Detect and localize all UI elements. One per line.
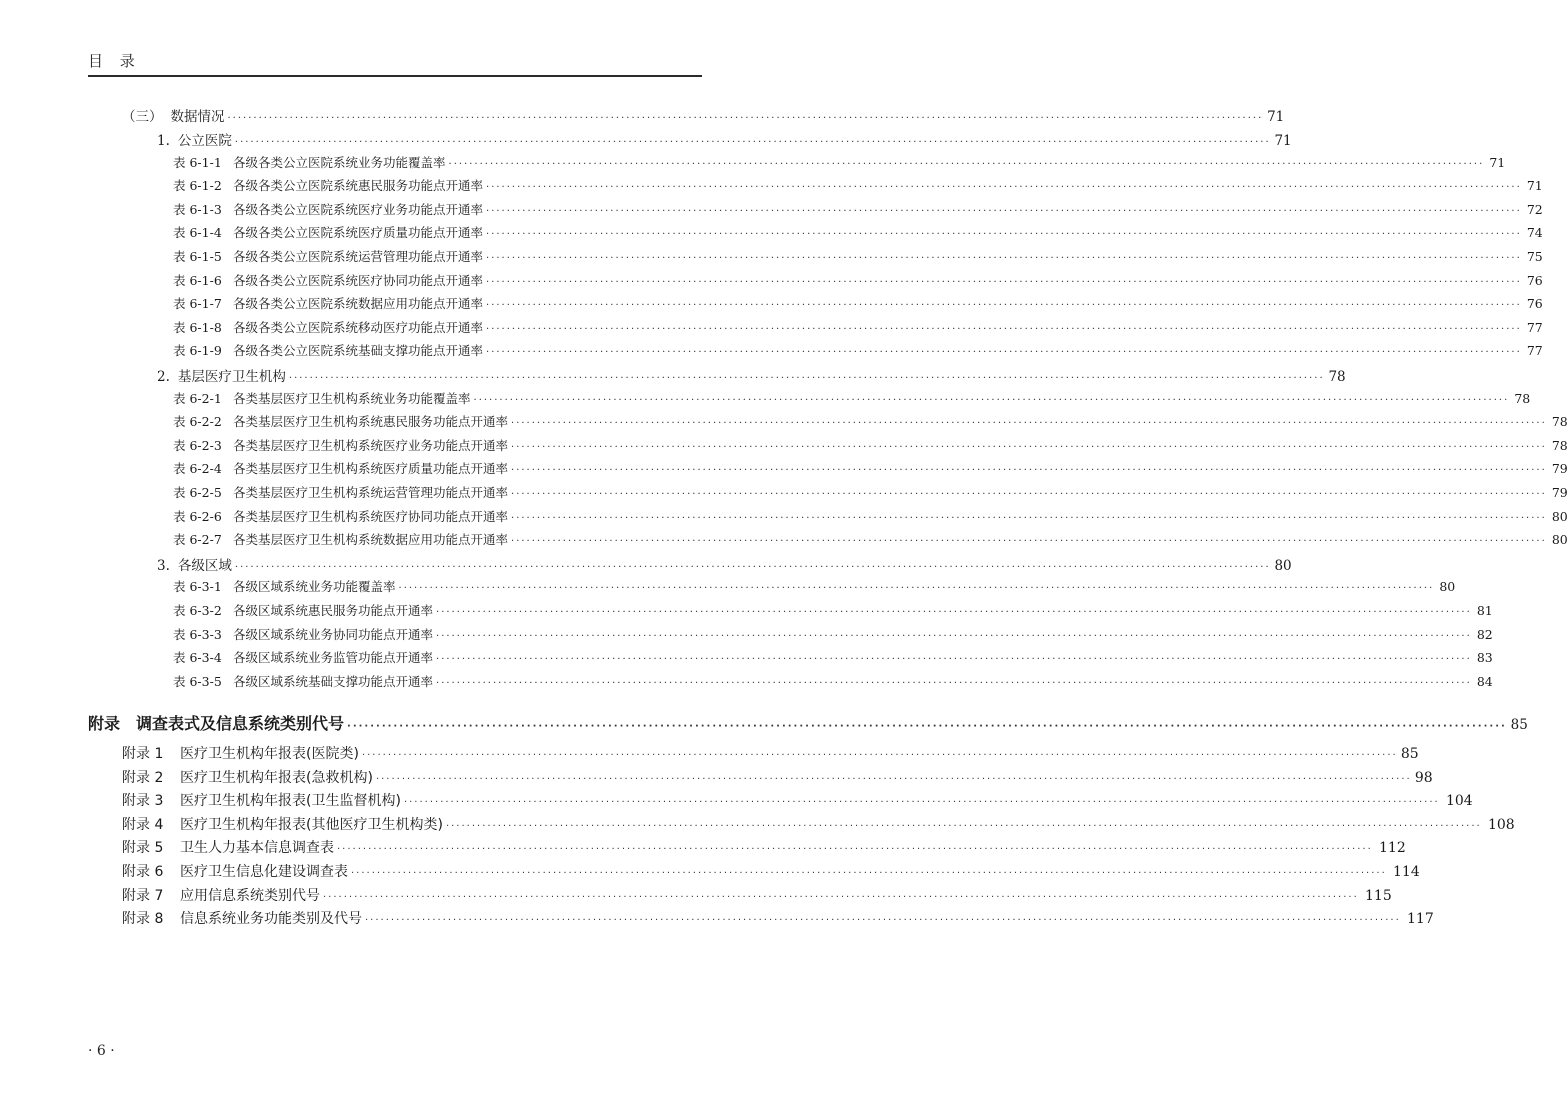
dot-leader: ········································································································································································································ xyxy=(473,394,1510,406)
toc-entry-number: 表 6-1-6 xyxy=(173,272,222,288)
toc-entry-title: 各级区域系统业务功能覆盖率 xyxy=(233,579,396,595)
toc-entry-title: 各类基层医疗卫生机构系统业务功能覆盖率 xyxy=(233,390,471,406)
toc-section-heading[interactable] xyxy=(122,105,1285,125)
toc-entry-title: 医疗卫生机构年报表(其他医疗卫生机构类) xyxy=(180,816,443,833)
toc-entry-title: 各级各类公立医院系统医疗协同功能点开通率 xyxy=(233,272,484,288)
toc-entry-number: 表 6-2-6 xyxy=(173,508,222,524)
toc-entry-number: 表 6-2-3 xyxy=(173,437,222,453)
dot-leader: ········································································································································································································ xyxy=(486,229,1522,241)
toc-table-entry[interactable] xyxy=(173,412,1568,430)
toc-entry-number: 表 6-1-3 xyxy=(173,201,222,217)
toc-entry-number: 表 6-1-2 xyxy=(173,178,222,194)
toc-entry-page: 114 xyxy=(1393,864,1420,880)
toc-table-entry[interactable] xyxy=(173,176,1543,194)
toc-entry-page: 84 xyxy=(1476,673,1493,689)
toc-entry-title: 各级区域系统业务监管功能点开通率 xyxy=(233,650,434,666)
toc-entry-number: 表 6-3-2 xyxy=(173,603,222,618)
toc-entry-number: 表 6-3-4 xyxy=(173,650,222,666)
toc-table-entry[interactable] xyxy=(173,341,1543,359)
toc-table-entry[interactable] xyxy=(173,271,1543,289)
dot-leader: ········································································································································································································ xyxy=(511,536,1547,548)
toc-entry-page: 75 xyxy=(1526,249,1543,264)
toc-table-entry[interactable] xyxy=(173,294,1543,312)
toc-entry-page: 78 xyxy=(1328,369,1346,385)
dot-leader: ········································································································································································································ xyxy=(486,323,1522,335)
toc-entry-number: 2. xyxy=(157,369,170,385)
dot-leader: ········································································································································································································ xyxy=(323,891,1359,903)
toc-entry-number: 表 6-2-7 xyxy=(173,532,222,548)
toc-entry-page: 71 xyxy=(1274,133,1292,149)
toc-entry-title: 各级各类公立医院系统基础支撑功能点开通率 xyxy=(233,343,484,359)
toc-entry-title: 应用信息系统类别代号 xyxy=(180,887,320,904)
dot-leader: ········································································································································································································ xyxy=(511,489,1547,500)
toc-appendix-entry[interactable] xyxy=(122,885,1392,905)
toc-entry-number: 表 6-1-9 xyxy=(173,343,222,359)
toc-entry-title: 卫生人力基本信息调查表 xyxy=(180,840,334,857)
toc-entry-number: 附录 4 xyxy=(122,816,164,833)
toc-entry-page: 117 xyxy=(1407,911,1434,928)
toc-entry-title: 调查表式及信息系统类别代号 xyxy=(136,714,345,733)
toc-entry-number: 3. xyxy=(157,557,170,574)
toc-entry-title: 各类基层医疗卫生机构系统医疗协同功能点开通率 xyxy=(233,508,509,524)
toc-entry-title: 各级各类公立医院系统数据应用功能点开通率 xyxy=(233,296,484,312)
toc-entry-page: 83 xyxy=(1476,650,1493,666)
toc-entry-title: 各类基层医疗卫生机构系统医疗业务功能点开通率 xyxy=(233,437,509,453)
dot-leader: ········································································································································································································ xyxy=(436,607,1472,618)
toc-appendix-entry[interactable] xyxy=(122,743,1419,763)
toc-entry-title: 各级各类公立医院系统医疗质量功能点开通率 xyxy=(233,225,484,241)
toc-entry-page: 72 xyxy=(1526,201,1543,217)
dot-leader: ········································································································································································································ xyxy=(511,465,1547,477)
dot-leader: ········································································································································································································ xyxy=(403,797,1440,809)
toc-table-entry[interactable] xyxy=(173,436,1568,454)
toc-entry-page: 98 xyxy=(1414,769,1433,786)
dot-leader: ········································································································································································································ xyxy=(486,276,1522,288)
toc-entry-number: （三） xyxy=(122,109,163,125)
toc-entry-page: 104 xyxy=(1445,793,1473,810)
toc-table-entry[interactable] xyxy=(173,507,1568,525)
toc-entry-number: 附录 5 xyxy=(122,840,164,857)
dot-leader: ········································································································································································································ xyxy=(486,347,1522,359)
toc-entry-page: 85 xyxy=(1400,746,1419,762)
dot-leader: ········································································································································································································ xyxy=(486,205,1522,217)
toc-entry-title: 信息系统业务功能类别及代号 xyxy=(180,911,362,928)
toc-entry-page: 71 xyxy=(1526,178,1543,194)
dot-leader: ········································································································································································································ xyxy=(234,137,1271,148)
toc-table-entry[interactable] xyxy=(173,200,1543,218)
toc-entry-page: 74 xyxy=(1526,225,1543,241)
dot-leader: ········································································································································································································ xyxy=(361,750,1398,761)
toc-entry-page: 108 xyxy=(1487,816,1515,833)
toc-entry-title: 医疗卫生机构年报表(医院类) xyxy=(180,746,359,762)
toc-entry-title: 各级区域系统基础支撑功能点开通率 xyxy=(233,673,434,689)
toc-entry-title: 各级区域系统惠民服务功能点开通率 xyxy=(233,603,434,618)
dot-leader: ········································································································································································································ xyxy=(288,373,1325,384)
toc-entry-page: 80 xyxy=(1551,532,1568,548)
toc-entry-number: 附录 1 xyxy=(122,746,164,762)
toc-entry-number: 表 6-2-4 xyxy=(173,461,222,477)
toc-entry-page: 112 xyxy=(1379,840,1406,857)
toc-entry-page: 81 xyxy=(1476,603,1493,618)
toc-table-entry[interactable] xyxy=(173,577,1456,595)
dot-leader: ········································································································································································································ xyxy=(234,561,1271,573)
dot-leader: ········································································································································································································ xyxy=(436,630,1472,642)
toc-entry-number: 表 6-1-7 xyxy=(173,296,222,312)
dot-leader: ········································································································································································································ xyxy=(486,182,1522,194)
toc-entry-number: 表 6-1-1 xyxy=(173,154,222,170)
dot-leader: ········································································································································································································ xyxy=(511,441,1547,453)
toc-entry-title: 各类基层医疗卫生机构系统数据应用功能点开通率 xyxy=(233,532,509,548)
toc-appendix-entry[interactable] xyxy=(122,814,1515,834)
toc-entry-number: 附录 xyxy=(88,714,121,733)
toc-entry-number: 表 6-1-4 xyxy=(173,225,222,241)
dot-leader: ········································································································································································································ xyxy=(337,844,1373,856)
toc-table-entry[interactable] xyxy=(173,672,1493,690)
toc-entry-title: 各类基层医疗卫生机构系统医疗质量功能点开通率 xyxy=(233,461,509,477)
toc-group-heading[interactable] xyxy=(157,129,1292,149)
toc-entry-page: 76 xyxy=(1526,272,1543,288)
toc-table-entry[interactable] xyxy=(173,601,1493,619)
toc-entry-number: 1. xyxy=(157,133,170,149)
toc-entry-number: 附录 2 xyxy=(122,769,164,786)
toc-entry-title: 各级各类公立医院系统医疗业务功能点开通率 xyxy=(233,201,484,217)
toc-entry-number: 表 6-2-2 xyxy=(173,414,222,430)
toc-entry-page: 76 xyxy=(1526,296,1543,312)
toc-entry-page: 79 xyxy=(1551,485,1568,500)
toc-entry-page: 78 xyxy=(1514,390,1531,406)
toc-entry-title: 医疗卫生机构年报表(急救机构) xyxy=(180,769,373,786)
toc-entry-page: 80 xyxy=(1274,557,1292,574)
dot-leader: ········································································································································································································ xyxy=(436,654,1472,666)
dot-leader: ········································································································································································································ xyxy=(347,721,1507,732)
toc-appendix-entry[interactable] xyxy=(122,790,1473,810)
toc-entry-page: 77 xyxy=(1526,343,1543,359)
toc-entry-title: 各级各类公立医院系统惠民服务功能点开通率 xyxy=(233,178,484,194)
toc-appendix-heading[interactable] xyxy=(88,711,1528,734)
toc-entry-number: 表 6-2-5 xyxy=(173,485,222,500)
toc-entry-number: 表 6-2-1 xyxy=(173,390,222,406)
toc-table-entry[interactable] xyxy=(173,530,1568,548)
toc-appendix-entry[interactable] xyxy=(122,837,1406,857)
toc-entry-title: 各级区域系统业务协同功能点开通率 xyxy=(233,626,434,642)
toc-entry-title: 各类基层医疗卫生机构系统惠民服务功能点开通率 xyxy=(233,414,509,430)
toc-entry-title: 医疗卫生信息化建设调查表 xyxy=(180,864,348,880)
toc-table-entry[interactable] xyxy=(173,153,1506,171)
toc-entry-title: 基层医疗卫生机构 xyxy=(177,369,286,385)
toc-entry-title: 数据情况 xyxy=(170,109,225,125)
toc-table-entry[interactable] xyxy=(173,247,1543,265)
toc-table-entry[interactable] xyxy=(173,318,1543,336)
dot-leader: ········································································································································································································ xyxy=(511,512,1547,524)
dot-leader: ········································································································································································································ xyxy=(486,253,1522,264)
dot-leader: ········································································································································································································ xyxy=(436,677,1472,689)
toc-entry-number: 表 6-3-3 xyxy=(173,626,222,642)
toc-entry-title: 各级各类公立医院系统业务功能覆盖率 xyxy=(233,154,446,170)
dot-leader: ········································································································································································································ xyxy=(375,773,1412,785)
toc-entry-page: 78 xyxy=(1551,437,1568,453)
toc-entry-number: 附录 7 xyxy=(122,887,164,904)
toc-table-entry[interactable] xyxy=(173,483,1568,501)
toc-group-heading[interactable] xyxy=(157,554,1292,574)
toc-table-entry[interactable] xyxy=(173,625,1493,643)
dot-leader: ········································································································································································································ xyxy=(486,300,1522,312)
toc-entry-title: 各级各类公立医院系统移动医疗功能点开通率 xyxy=(233,319,484,335)
dot-leader: ········································································································································································································ xyxy=(445,820,1482,832)
toc-entry-title: 医疗卫生机构年报表(卫生监督机构) xyxy=(180,793,401,810)
dot-leader: ········································································································································································································ xyxy=(365,915,1401,927)
toc-entry-number: 表 6-3-5 xyxy=(173,673,222,689)
dot-leader: ········································································································································································································ xyxy=(227,113,1264,124)
toc-entry-title: 公立医院 xyxy=(177,133,232,149)
toc-entry-page: 82 xyxy=(1476,626,1493,642)
toc-entry-number: 表 6-3-1 xyxy=(173,579,222,595)
toc-entry-number: 附录 6 xyxy=(122,864,164,880)
toc-entry-page: 79 xyxy=(1551,461,1568,477)
toc-appendix-entry[interactable] xyxy=(122,861,1420,881)
toc-entry-page: 80 xyxy=(1551,508,1568,524)
toc-table-entry[interactable] xyxy=(173,459,1568,477)
toc-group-heading[interactable] xyxy=(157,365,1346,385)
running-header: 目 录 xyxy=(88,52,141,70)
dot-leader: ········································································································································································································ xyxy=(511,418,1547,430)
toc-entry-number: 附录 8 xyxy=(122,911,164,928)
toc-entry-number: 表 6-1-5 xyxy=(173,249,222,264)
toc-entry-title: 各级各类公立医院系统运营管理功能点开通率 xyxy=(233,249,484,264)
dot-leader: ········································································································································································································ xyxy=(398,583,1435,595)
toc-appendix-entry[interactable] xyxy=(122,908,1434,928)
toc-appendix-entry[interactable] xyxy=(122,767,1433,787)
toc-entry-page: 78 xyxy=(1551,414,1568,430)
toc-entry-page: 85 xyxy=(1510,717,1528,733)
toc-entry-page: 80 xyxy=(1439,579,1456,595)
page-number: · 6 · xyxy=(88,1043,115,1059)
dot-leader: ········································································································································································································ xyxy=(351,868,1387,879)
toc-entry-page: 115 xyxy=(1365,887,1392,904)
toc-table-entry[interactable] xyxy=(173,389,1531,407)
toc-entry-title: 各类基层医疗卫生机构系统运营管理功能点开通率 xyxy=(233,485,509,500)
toc-entry-page: 71 xyxy=(1267,109,1285,125)
toc-entry-page: 71 xyxy=(1489,154,1506,170)
toc-entry-title: 各级区域 xyxy=(177,557,232,574)
toc-entry-page: 77 xyxy=(1526,319,1543,335)
toc-entry-number: 表 6-1-8 xyxy=(173,319,222,335)
toc-table-entry[interactable] xyxy=(173,223,1543,241)
dot-leader: ········································································································································································································ xyxy=(448,158,1485,170)
toc-entry-number: 附录 3 xyxy=(122,793,164,810)
toc-table-entry[interactable] xyxy=(173,648,1493,666)
